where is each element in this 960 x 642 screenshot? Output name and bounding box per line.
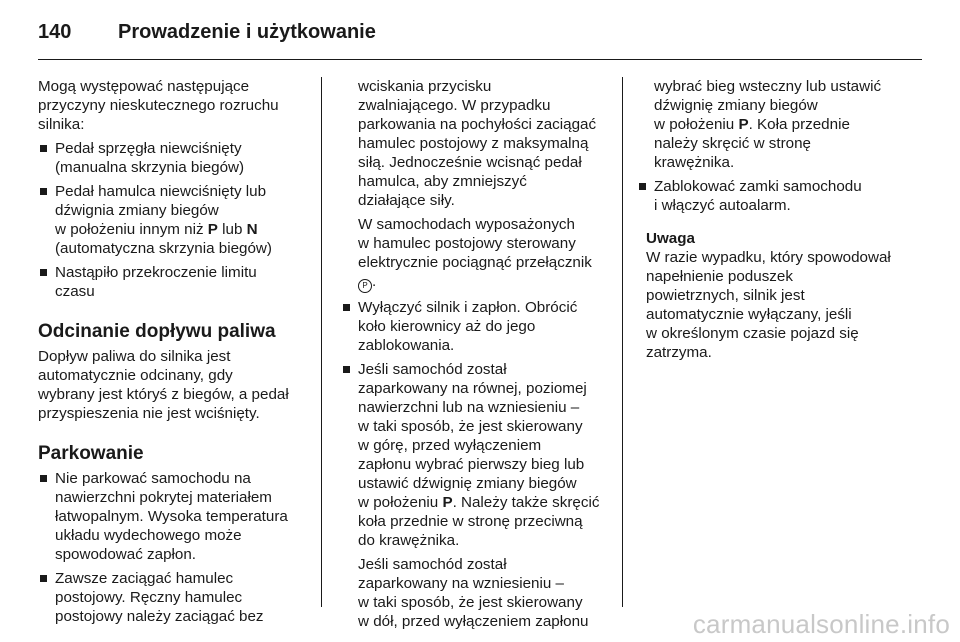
text-line: układu wydechowego może	[55, 527, 242, 544]
text-line: Nastąpiło przekroczenie limitu	[55, 264, 257, 281]
column-3	[637, 77, 922, 362]
note-box	[637, 229, 922, 362]
text-line: Zawsze zaciągać hamulec	[55, 570, 234, 587]
text-line: w górę, przed wyłączeniem	[358, 437, 542, 454]
continued-paragraph	[341, 77, 616, 210]
text-line	[358, 493, 616, 512]
text-line: siłą. Jednocześnie wcisnąć pedał	[358, 154, 582, 171]
text-line: dźwignię zmiany biegów	[654, 97, 818, 114]
text-line: przyspieszenia nie jest wciśnięty.	[38, 405, 260, 422]
text-span: w położeniu	[358, 494, 443, 511]
text-line: ustawić dźwignię zmiany biegów	[358, 475, 577, 492]
text-line: (manualna skrzynia biegów)	[55, 159, 245, 176]
text-span: . Należy także skręcić	[452, 494, 600, 511]
text-line: silnika:	[38, 116, 85, 133]
text-line: (automatyczna skrzynia biegów)	[55, 240, 272, 257]
page-header	[38, 14, 376, 50]
text-line: parkowania na pochyłości zaciągać	[358, 116, 597, 133]
text-line: i włączyć autoalarm.	[654, 197, 791, 214]
text-line: zatrzyma.	[646, 344, 712, 361]
text-line: zaparkowany na wzniesieniu –	[358, 575, 564, 592]
list-item	[38, 569, 313, 626]
text-line: automatycznie wyłączany, jeśli	[646, 306, 852, 323]
intro-paragraph	[38, 77, 313, 134]
text-line: w dół, przed wyłączeniem zapłonu	[358, 613, 589, 630]
text-line: postojowy należy zaciągać bez	[55, 608, 264, 625]
text-line: Nie parkować samochodu na	[55, 470, 251, 487]
gear-p-label: P	[442, 494, 453, 511]
text-line: przyczyny nieskutecznego rozruchu	[38, 97, 279, 114]
text-line: krawężnika.	[654, 154, 735, 171]
text-line	[654, 115, 922, 134]
gear-p-label: P	[207, 221, 218, 238]
text-line: zwalniającego. W przypadku	[358, 97, 551, 114]
text-line: P .	[358, 272, 616, 293]
text-line: Dopływ paliwa do silnika jest	[38, 348, 231, 365]
text-span: . Koła przednie	[748, 116, 850, 133]
text-line: hamulec postojowy z maksymalną	[358, 135, 589, 152]
text-line: W razie wypadku, który spowodował	[646, 249, 891, 266]
page-number: 140	[38, 20, 72, 43]
text-line: hamulca, aby zmniejszyć	[358, 173, 527, 190]
text-line: Jeśli samochód został	[358, 361, 507, 378]
text-line: zaparkowany na równej, poziomej	[358, 380, 587, 397]
text-span: w położeniu	[654, 116, 739, 133]
gear-n-label: N	[246, 221, 258, 238]
gear-p-label: P	[738, 116, 749, 133]
text-line: wybrany jest któryś z biegów, a pedał	[38, 386, 289, 403]
note-title: Uwaga	[646, 230, 695, 247]
text-line: łatwopalnym. Wysoka temperatura	[55, 508, 288, 525]
text-line: Pedał sprzęgła niewciśnięty	[55, 140, 242, 157]
text-line: nawierzchni pokrytej materiałem	[55, 489, 272, 506]
column-divider-2	[622, 77, 623, 607]
text-line: czasu	[55, 283, 95, 300]
list-item	[38, 139, 313, 177]
list-item	[637, 177, 922, 215]
text-line: do krawężnika.	[358, 532, 460, 549]
page-title: Prowadzenie i użytkowanie	[118, 20, 376, 43]
list-item	[38, 182, 313, 258]
text-line: w taki sposób, że jest skierowany	[358, 418, 583, 435]
text-line: wciskania przycisku	[358, 78, 492, 95]
text-line: Pedał hamulca niewciśnięty lub	[55, 183, 267, 200]
text-line: automatycznie odcinany, gdy	[38, 367, 233, 384]
text-line: zablokowania.	[358, 337, 455, 354]
text-line: Zablokować zamki samochodu	[654, 178, 862, 195]
text-line: napełnienie poduszek	[646, 268, 793, 285]
section-heading-fuel: Odcinanie dopływu paliwa	[38, 321, 276, 342]
parking-brake-icon: P	[358, 279, 372, 293]
text-line: Jeśli samochód został	[358, 556, 507, 573]
column-1	[38, 77, 313, 631]
text-span: w położeniu innym niż	[55, 221, 208, 238]
text-line: należy skręcić w stronę	[654, 135, 811, 152]
fuel-paragraph	[38, 347, 313, 423]
text-line: wybrać bieg wsteczny lub ustawić	[654, 78, 882, 95]
electric-brake-paragraph	[341, 215, 616, 293]
text-line: w hamulec postojowy sterowany	[358, 235, 576, 252]
text-line: postojowy. Ręczny hamulec	[55, 589, 243, 606]
text-line	[55, 220, 313, 239]
text-line: spowodować zapłon.	[55, 546, 196, 563]
text-line: elektrycznie pociągnąć przełącznik	[358, 254, 592, 271]
text-line: Wyłączyć silnik i zapłon. Obrócić	[358, 299, 578, 316]
list-item	[341, 360, 616, 631]
section-heading-parking: Parkowanie	[38, 443, 144, 464]
list-item	[341, 298, 616, 355]
text-line: W samochodach wyposażonych	[358, 216, 575, 233]
text-line: zapłonu wybrać pierwszy bieg lub	[358, 456, 585, 473]
header-divider	[38, 59, 922, 60]
text-line: w taki sposób, że jest skierowany	[358, 594, 583, 611]
text-line: koło kierownicy aż do jego	[358, 318, 536, 335]
list-item	[38, 469, 313, 564]
text-line: nawierzchni lub na wzniesieniu –	[358, 399, 580, 416]
text-line: dźwignia zmiany biegów	[55, 202, 219, 219]
text-span: lub	[217, 221, 247, 238]
text-line: w określonym czasie pojazd się	[646, 325, 859, 342]
text-line: powietrznych, silnik jest	[646, 287, 805, 304]
text-line: działające siły.	[358, 192, 455, 209]
list-item	[38, 263, 313, 301]
continued-paragraph	[637, 77, 922, 172]
column-divider-1	[321, 77, 322, 607]
watermark: carmanualsonline.info	[692, 609, 950, 639]
text-line: Mogą występować następujące	[38, 78, 250, 95]
column-2	[341, 77, 616, 636]
text-line: koła przednie w stronę przeciwną	[358, 513, 583, 530]
